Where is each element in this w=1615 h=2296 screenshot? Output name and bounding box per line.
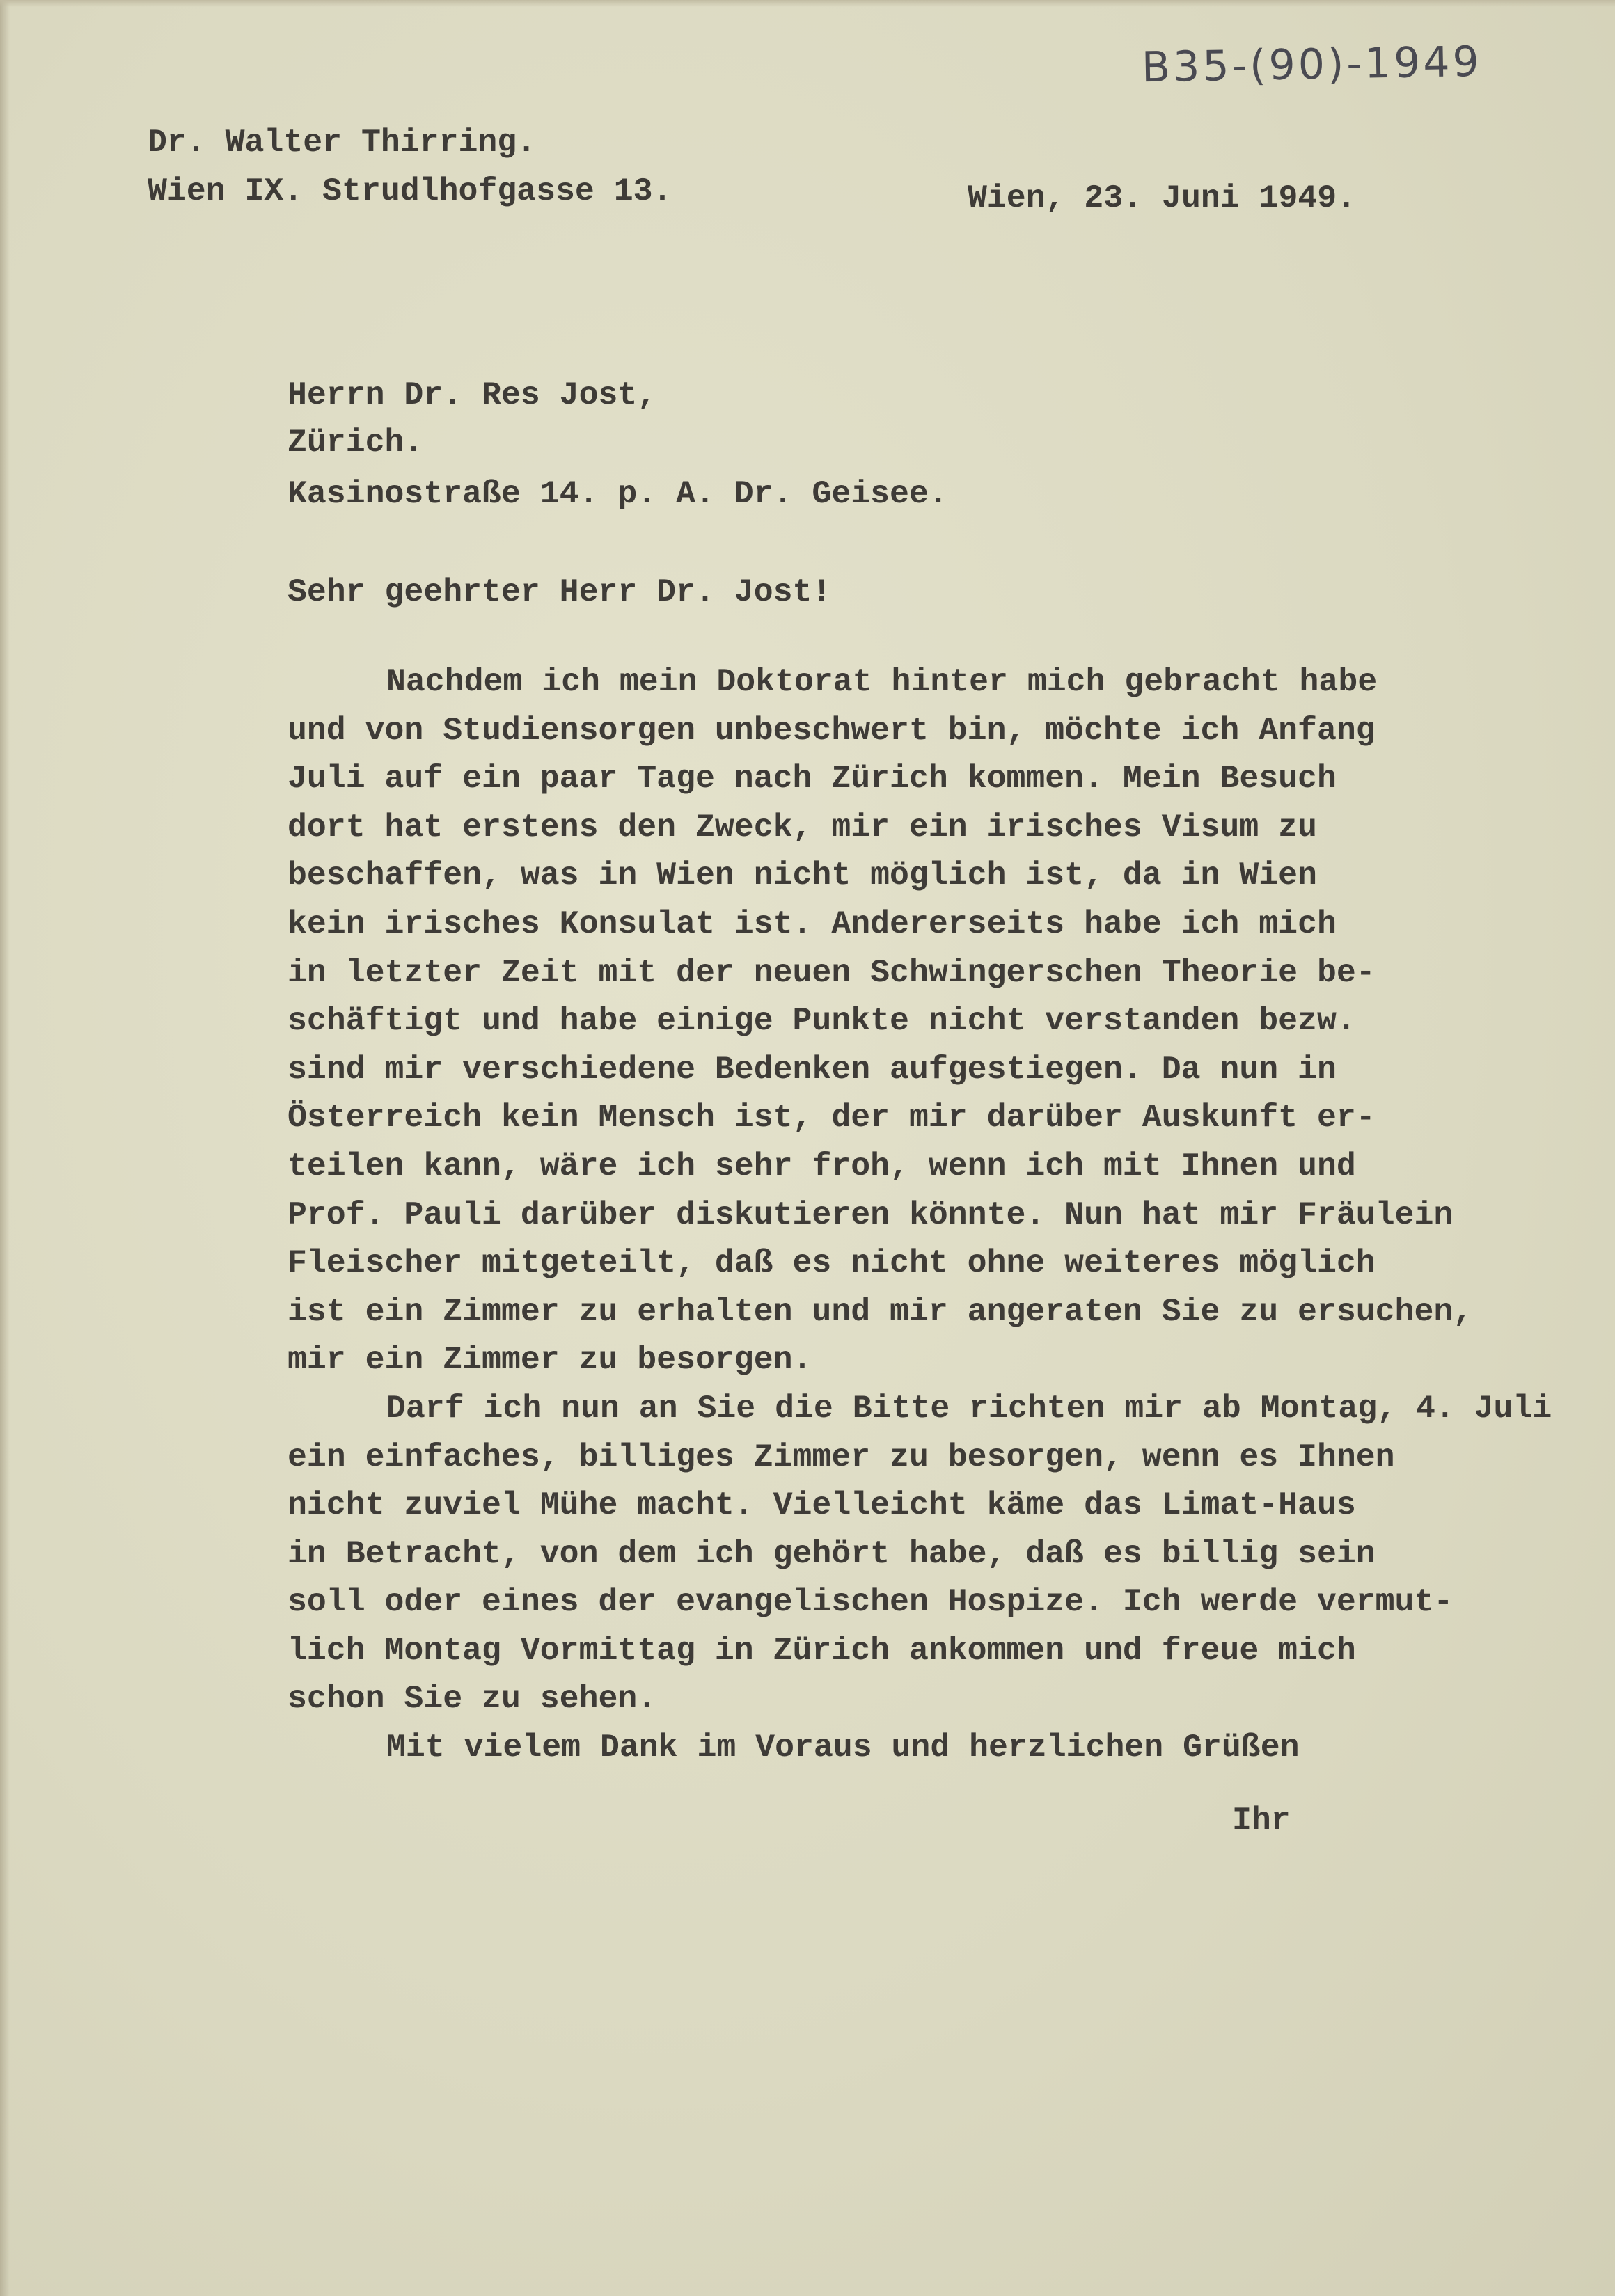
body-line: Österreich kein Mensch ist, der mir darüber Auskunft er- xyxy=(287,1099,1376,1137)
body-line: ein einfaches, billiges Zimmer zu besorgen, wenn es Ihnen xyxy=(287,1438,1395,1475)
body-line: dort hat erstens den Zweck, mir ein irisches Visum zu xyxy=(287,808,1317,846)
salutation: Sehr geehrter Herr Dr. Jost! xyxy=(287,573,832,610)
body-line: mir ein Zimmer zu besorgen. xyxy=(287,1341,812,1379)
paper-edge-left xyxy=(0,0,10,2296)
body-line: beschaffen, was in Wien nicht möglich ist, da in Wien xyxy=(287,857,1317,894)
body-line: Fleischer mitgeteilt, daß es nicht ohne weiteres möglich xyxy=(287,1244,1376,1282)
body-line: Mit vielem Dank im Voraus und herzlichen Grüßen xyxy=(386,1729,1300,1766)
recipient-city: Zürich. xyxy=(287,424,424,461)
body-line: Prof. Pauli darüber diskutieren könnte. Nun hat mir Fräulein xyxy=(287,1196,1454,1233)
body-line: in letzter Zeit mit der neuen Schwingerschen Theorie be- xyxy=(287,953,1376,991)
body-line: ist ein Zimmer zu erhalten und mir angeraten Sie zu ersuchen, xyxy=(287,1292,1473,1330)
paper-edge-top xyxy=(0,0,1615,7)
body-line: schäftigt und habe einige Punkte nicht verstanden bezw. xyxy=(287,1002,1356,1040)
body-line: schon Sie zu sehen. xyxy=(287,1680,657,1718)
body-line: lich Montag Vormittag in Zürich ankommen und freue mich xyxy=(287,1631,1356,1669)
recipient-street: Kasinostraße 14. p. A. Dr. Geisee. xyxy=(287,475,948,512)
body-line: teilen kann, wäre ich sehr froh, wenn ich mit Ihnen und xyxy=(287,1147,1356,1185)
body-line: in Betracht, von dem ich gehört habe, daß es billig sein xyxy=(287,1535,1376,1572)
recipient-name: Herrn Dr. Res Jost, xyxy=(287,377,657,413)
body-line: soll oder eines der evangelischen Hospize. Ich werde vermut- xyxy=(287,1583,1454,1621)
body-line: Juli auf ein paar Tage nach Zürich kommen. Mein Besuch xyxy=(287,760,1337,798)
body-line: und von Studiensorgen unbeschwert bin, möchte ich Anfang xyxy=(287,711,1376,749)
body-line: nicht zuviel Mühe macht. Vielleicht käme das Limat-Haus xyxy=(287,1487,1356,1524)
body-line: kein irisches Konsulat ist. Andererseits habe ich mich xyxy=(287,905,1337,942)
letter-date: Wien, 23. Juni 1949. xyxy=(968,180,1357,216)
letter-body xyxy=(287,658,1610,1772)
body-line: Darf ich nun an Sie die Bitte richten mir ab Montag, 4. Juli xyxy=(386,1389,1552,1427)
sender-address: Wien IX. Strudlhofgasse 13. xyxy=(148,173,672,209)
body-line: sind mir verschiedene Bedenken aufgestiegen. Da nun in xyxy=(287,1050,1337,1088)
closing: Ihr xyxy=(1232,1802,1291,1839)
body-line: Nachdem ich mein Doktorat hinter mich gebracht habe xyxy=(386,663,1378,700)
sender-name: Dr. Walter Thirring. xyxy=(148,124,537,161)
archive-reference-mark: B35-(90)-1949 xyxy=(1141,37,1483,93)
